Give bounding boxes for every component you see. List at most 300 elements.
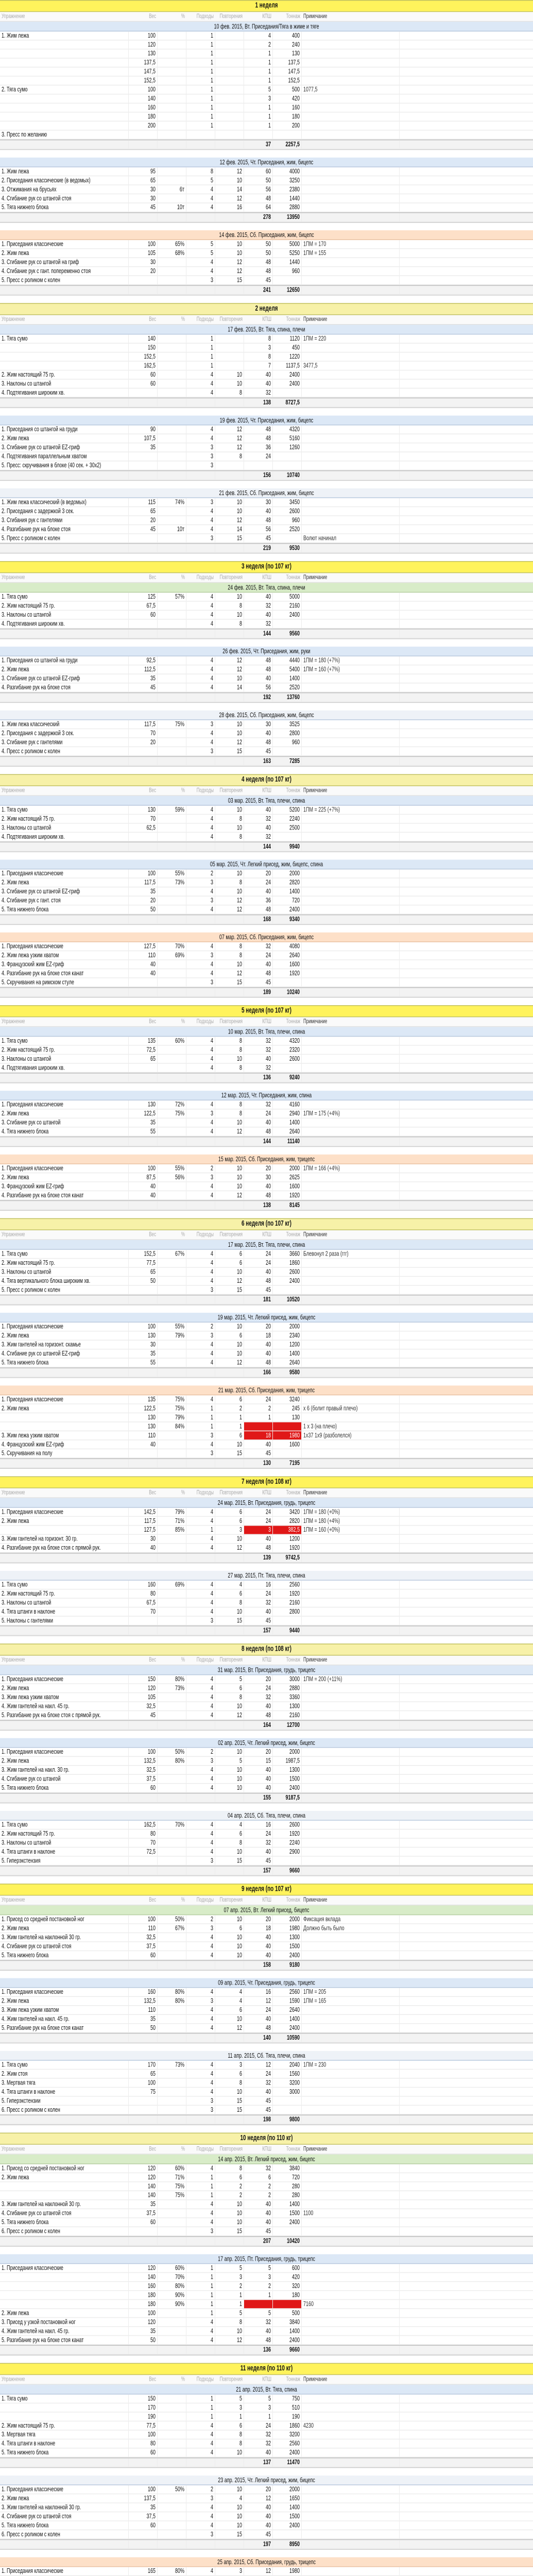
table-cell[interactable]: 280 — [273, 2182, 302, 2191]
total-cell[interactable] — [186, 2237, 215, 2245]
table-cell[interactable]: 10 — [215, 2485, 244, 2494]
table-cell[interactable]: 8 — [215, 2318, 244, 2326]
table-cell[interactable] — [158, 41, 186, 49]
table-cell[interactable] — [0, 2282, 129, 2290]
total-cell[interactable] — [129, 1961, 158, 1969]
table-cell[interactable]: 50 — [244, 240, 273, 248]
total-cell[interactable] — [215, 1137, 244, 1145]
total-cell[interactable] — [0, 2033, 129, 2042]
total-cell[interactable] — [186, 757, 215, 765]
table-cell[interactable]: 32,5 — [129, 1933, 158, 1941]
table-cell[interactable] — [302, 2413, 400, 2421]
table-cell[interactable]: 8 — [215, 1100, 244, 1109]
table-cell[interactable]: 2880 — [273, 1684, 302, 1692]
table-cell[interactable]: 40 — [244, 1118, 273, 1127]
table-cell[interactable]: 4 — [186, 2006, 215, 2014]
table-cell[interactable] — [158, 620, 186, 628]
table-cell[interactable]: 1100 — [302, 2209, 400, 2217]
table-cell[interactable]: 147,5 — [129, 67, 158, 76]
table-cell[interactable]: 10 — [215, 380, 244, 388]
table-cell[interactable]: 2640 — [273, 951, 302, 959]
table-cell[interactable]: 1ПМ = 200 (+11%) — [302, 1675, 400, 1683]
table-cell[interactable]: 8 — [215, 2439, 244, 2448]
table-cell[interactable]: 3. Жим лежа узким хватом — [0, 2006, 129, 2014]
table-cell[interactable]: 15 — [215, 1857, 244, 1865]
table-cell[interactable]: 3. Сгибание рук с гантелями — [0, 738, 129, 747]
table-cell[interactable]: 60 — [129, 380, 158, 388]
table-cell[interactable]: 150 — [129, 2395, 158, 2403]
table-cell[interactable] — [302, 1323, 400, 1331]
total-cell[interactable] — [302, 1626, 400, 1635]
table-cell[interactable]: 32 — [244, 2439, 273, 2448]
table-cell[interactable]: 1 — [186, 1413, 215, 1421]
table-cell[interactable]: 48 — [244, 656, 273, 665]
table-cell[interactable]: 1. Приседания классические — [0, 2567, 129, 2575]
table-cell[interactable]: 6 — [215, 2006, 244, 2014]
table-cell[interactable]: 20 — [244, 1748, 273, 1756]
table-cell[interactable] — [158, 2439, 186, 2448]
table-cell[interactable] — [302, 2006, 400, 2014]
table-cell[interactable]: 48 — [244, 194, 273, 202]
table-cell[interactable]: 30 — [244, 498, 273, 506]
table-cell[interactable]: 80% — [158, 2567, 186, 2575]
total-cell[interactable] — [0, 1201, 129, 1209]
total-cell[interactable] — [129, 471, 158, 479]
table-cell[interactable]: 75% — [158, 1109, 186, 1117]
table-cell[interactable]: 4 — [186, 1341, 215, 1349]
table-cell[interactable]: 35 — [129, 1118, 158, 1127]
total-cell[interactable] — [215, 1961, 244, 1969]
table-cell[interactable]: 1980 — [273, 1431, 302, 1439]
table-cell[interactable] — [273, 461, 302, 469]
table-cell[interactable]: 130 — [129, 1422, 158, 1431]
table-cell[interactable]: 2400 — [273, 2218, 302, 2227]
table-cell[interactable]: 32 — [244, 1693, 273, 1701]
total-cell[interactable] — [186, 1793, 215, 1802]
table-cell[interactable] — [0, 362, 129, 370]
table-cell[interactable] — [302, 77, 400, 85]
table-cell[interactable]: 8 — [215, 1109, 244, 1117]
table-cell[interactable]: 1. Приседания классические — [0, 942, 129, 951]
total-cell[interactable]: 8145 — [273, 1201, 302, 1209]
table-cell[interactable] — [302, 2182, 400, 2191]
table-cell[interactable]: 1ПМ = 180 (+7%) — [302, 656, 400, 665]
table-cell[interactable] — [158, 1535, 186, 1543]
table-cell[interactable]: 1200 — [273, 1535, 302, 1543]
table-cell[interactable]: 4 — [186, 2200, 215, 2209]
table-cell[interactable]: 14 — [215, 185, 244, 194]
total-cell[interactable] — [186, 915, 215, 923]
total-cell[interactable] — [186, 1961, 215, 1969]
table-cell[interactable]: 79% — [158, 1331, 186, 1340]
table-cell[interactable]: 5400 — [273, 666, 302, 674]
table-cell[interactable]: 10 — [215, 2327, 244, 2335]
total-cell[interactable]: 130 — [244, 1459, 273, 1467]
table-cell[interactable]: 12 — [215, 1359, 244, 1367]
table-cell[interactable]: 4. Тяга нижнего блока — [0, 1127, 129, 1136]
total-cell[interactable] — [129, 1074, 158, 1082]
table-cell[interactable] — [302, 1766, 400, 1774]
table-cell[interactable]: 40 — [244, 2521, 273, 2530]
table-cell[interactable]: 10 — [215, 1933, 244, 1941]
table-cell[interactable]: 3 — [186, 276, 215, 284]
table-cell[interactable]: 1920 — [273, 1544, 302, 1552]
table-cell[interactable]: 1 — [186, 334, 215, 343]
table-cell[interactable] — [0, 2291, 129, 2299]
table-cell[interactable]: 50 — [129, 2024, 158, 2032]
table-cell[interactable]: 2800 — [273, 1607, 302, 1616]
table-cell[interactable]: 3 — [244, 2403, 273, 2412]
table-cell[interactable]: 160 — [273, 104, 302, 112]
table-cell[interactable]: 40 — [244, 1942, 273, 1951]
table-cell[interactable]: 1300 — [273, 1766, 302, 1774]
total-cell[interactable]: 9530 — [273, 544, 302, 552]
table-cell[interactable]: 2240 — [273, 815, 302, 823]
table-cell[interactable]: 70% — [158, 942, 186, 951]
table-cell[interactable]: 240 — [273, 41, 302, 49]
table-cell[interactable]: 1ПМ = 225 (+7%) — [302, 806, 400, 814]
table-cell[interactable]: 4 — [186, 1118, 215, 1127]
table-cell[interactable] — [158, 194, 186, 202]
table-cell[interactable]: 15 — [244, 1757, 273, 1765]
table-cell[interactable]: 10 — [215, 370, 244, 379]
table-cell[interactable]: 5000 — [273, 592, 302, 601]
table-cell[interactable]: 100 — [129, 1915, 158, 1923]
table-cell[interactable]: 2040 — [273, 2061, 302, 2069]
total-cell[interactable] — [158, 757, 186, 765]
table-cell[interactable]: 1220 — [273, 352, 302, 361]
table-cell[interactable]: 5. Тяга нижнего блока — [0, 1951, 129, 1959]
total-cell[interactable]: 10420 — [273, 2237, 302, 2245]
table-cell[interactable]: 2 — [186, 1164, 215, 1173]
table-cell[interactable] — [302, 2336, 400, 2344]
table-cell[interactable]: 130 — [129, 1100, 158, 1109]
table-cell[interactable]: 100 — [129, 1323, 158, 1331]
table-cell[interactable]: 48 — [244, 2336, 273, 2344]
table-cell[interactable]: 10 — [215, 1173, 244, 1181]
table-cell[interactable]: 32,5 — [129, 1702, 158, 1710]
table-cell[interactable]: 190 — [273, 2413, 302, 2421]
table-cell[interactable] — [302, 498, 400, 506]
table-cell[interactable]: 75% — [158, 1395, 186, 1403]
table-cell[interactable]: 2 — [244, 2191, 273, 2199]
table-cell[interactable]: 2. Жим лежа — [0, 2173, 129, 2181]
table-cell[interactable]: 60 — [129, 2521, 158, 2530]
table-cell[interactable]: 4 — [186, 1775, 215, 1783]
table-cell[interactable]: 4 — [186, 960, 215, 969]
total-cell[interactable] — [302, 213, 400, 222]
table-cell[interactable]: 1400 — [273, 2503, 302, 2512]
table-cell[interactable]: 2. Жим лежа — [0, 1684, 129, 1692]
table-cell[interactable]: 32 — [244, 1046, 273, 1054]
table-cell[interactable] — [302, 31, 400, 40]
table-cell[interactable]: 8 — [244, 352, 273, 361]
table-cell[interactable]: 72,5 — [129, 1848, 158, 1856]
table-cell[interactable]: 2640 — [273, 2006, 302, 2014]
table-cell[interactable]: 30 — [129, 194, 158, 202]
total-cell[interactable]: 2257,5 — [273, 140, 302, 148]
total-cell[interactable] — [0, 1459, 129, 1467]
table-cell[interactable]: 60 — [129, 1784, 158, 1792]
table-cell[interactable]: 1650 — [273, 2494, 302, 2502]
table-cell[interactable]: 10 — [215, 1784, 244, 1792]
table-cell[interactable]: 2400 — [273, 1784, 302, 1792]
table-cell[interactable]: 10 — [215, 240, 244, 248]
table-cell[interactable]: 79% — [158, 1413, 186, 1421]
table-cell[interactable]: 12 — [215, 267, 244, 275]
table-cell[interactable] — [302, 1277, 400, 1285]
table-cell[interactable]: 10 — [215, 1164, 244, 1173]
table-cell[interactable] — [158, 1277, 186, 1285]
table-cell[interactable]: 1. Приседания классические — [0, 1748, 129, 1756]
table-cell[interactable]: 1. Тяга сумо — [0, 2061, 129, 2069]
table-cell[interactable]: 15 — [215, 2097, 244, 2105]
table-cell[interactable]: 3 — [215, 2403, 244, 2412]
table-cell[interactable]: 16 — [215, 204, 244, 212]
table-cell[interactable] — [302, 1607, 400, 1616]
table-cell[interactable] — [215, 334, 244, 343]
table-cell[interactable]: 1860 — [273, 2421, 302, 2430]
table-cell[interactable]: 12 — [215, 258, 244, 266]
table-cell[interactable] — [129, 276, 158, 284]
table-cell[interactable]: 12 — [215, 1711, 244, 1719]
table-cell[interactable]: 3. Наклоны со штангой — [0, 1268, 129, 1276]
table-cell[interactable]: 1 — [186, 31, 215, 40]
table-cell[interactable]: 2000 — [273, 2485, 302, 2494]
table-cell[interactable]: 1920 — [273, 969, 302, 977]
total-cell[interactable] — [158, 1626, 186, 1635]
table-cell[interactable]: 10 — [215, 2200, 244, 2209]
table-cell[interactable] — [273, 978, 302, 987]
table-cell[interactable]: 2160 — [273, 602, 302, 610]
table-cell[interactable]: 2 — [186, 1748, 215, 1756]
table-cell[interactable]: 6 — [215, 1508, 244, 1516]
table-cell[interactable] — [129, 2227, 158, 2235]
table-cell[interactable] — [302, 2530, 400, 2538]
table-cell[interactable]: 20 — [129, 738, 158, 747]
table-cell[interactable] — [302, 426, 400, 434]
total-cell[interactable] — [186, 1137, 215, 1145]
table-cell[interactable]: 4 — [186, 434, 215, 443]
table-cell[interactable]: 12 — [215, 444, 244, 452]
table-cell[interactable]: 4160 — [273, 1100, 302, 1109]
table-cell[interactable] — [302, 2521, 400, 2530]
table-cell[interactable] — [302, 2200, 400, 2209]
table-cell[interactable]: 100 — [129, 86, 158, 94]
table-cell[interactable]: 1300 — [273, 1702, 302, 1710]
table-cell[interactable] — [302, 2227, 400, 2235]
table-cell[interactable]: 8 — [215, 942, 244, 951]
table-cell[interactable]: 1ПМ = 160 (+0%) — [302, 1526, 400, 1534]
table-cell[interactable]: 3 — [186, 2494, 215, 2502]
table-cell[interactable] — [158, 2530, 186, 2538]
table-cell[interactable]: 1920 — [273, 1829, 302, 1838]
total-cell[interactable] — [158, 2540, 186, 2548]
total-cell[interactable]: 144 — [244, 630, 273, 638]
table-cell[interactable] — [302, 942, 400, 951]
table-cell[interactable]: 72,5 — [129, 1046, 158, 1054]
table-cell[interactable]: 1 — [244, 122, 273, 130]
table-cell[interactable]: 3. Жим гантелей на горизонт. 30 гр. — [0, 1535, 129, 1543]
table-cell[interactable] — [158, 978, 186, 987]
total-cell[interactable] — [186, 471, 215, 479]
total-cell[interactable] — [158, 2033, 186, 2042]
table-cell[interactable]: 4. Пресс с роликом с колен — [0, 747, 129, 755]
table-cell[interactable] — [158, 2494, 186, 2502]
table-cell[interactable]: 2. Жим лежа — [0, 2494, 129, 2502]
total-cell[interactable] — [302, 915, 400, 923]
total-cell[interactable] — [0, 471, 129, 479]
table-cell[interactable] — [158, 1942, 186, 1951]
table-cell[interactable] — [302, 2282, 400, 2290]
total-cell[interactable]: 10590 — [273, 2033, 302, 2042]
table-cell[interactable] — [158, 434, 186, 443]
table-cell[interactable]: 15 — [215, 747, 244, 755]
table-cell[interactable]: 135 — [129, 1037, 158, 1045]
table-cell[interactable]: 59% — [158, 806, 186, 814]
table-cell[interactable]: 2. Жим лежа — [0, 1517, 129, 1525]
table-cell[interactable]: 3660 — [273, 1250, 302, 1258]
total-cell[interactable] — [302, 842, 400, 851]
table-cell[interactable]: 4 — [186, 2164, 215, 2173]
table-cell[interactable]: 8 — [186, 167, 215, 176]
table-cell[interactable]: 32 — [244, 2079, 273, 2087]
table-cell[interactable]: 4 — [186, 2421, 215, 2430]
table-cell[interactable]: 4. Разгибание рук на блоке стоя — [0, 525, 129, 533]
total-cell[interactable] — [215, 1459, 244, 1467]
table-cell[interactable]: 1 — [186, 2282, 215, 2290]
table-cell[interactable]: 2400 — [273, 2449, 302, 2457]
table-cell[interactable]: 5. Тяга нижнего блока — [0, 2218, 129, 2227]
total-cell[interactable] — [215, 1867, 244, 1875]
table-cell[interactable]: 2560 — [273, 2439, 302, 2448]
table-cell[interactable]: 1300 — [273, 1933, 302, 1941]
table-cell[interactable]: 18 — [244, 1924, 273, 1933]
table-cell[interactable] — [302, 1331, 400, 1340]
total-cell[interactable] — [0, 988, 129, 996]
table-cell[interactable]: Фиксация вклада — [302, 1915, 400, 1923]
total-cell[interactable] — [215, 2540, 244, 2548]
table-cell[interactable]: 4 — [186, 1517, 215, 1525]
table-cell[interactable]: 30 — [129, 1535, 158, 1543]
total-cell[interactable] — [0, 630, 129, 638]
table-cell[interactable]: 8 — [215, 1599, 244, 1607]
total-cell[interactable] — [186, 630, 215, 638]
table-cell[interactable] — [302, 2449, 400, 2457]
table-cell[interactable]: 69% — [158, 1581, 186, 1589]
table-cell[interactable]: 4 — [186, 1268, 215, 1276]
total-cell[interactable]: 9340 — [273, 915, 302, 923]
table-cell[interactable]: 75% — [158, 2191, 186, 2199]
table-cell[interactable] — [0, 2413, 129, 2421]
total-cell[interactable]: 9580 — [273, 1368, 302, 1377]
table-cell[interactable]: 12 — [215, 969, 244, 977]
table-cell[interactable]: 4 — [186, 1544, 215, 1552]
table-cell[interactable]: 1. Жим лежа классический — [0, 720, 129, 728]
table-cell[interactable]: 4 — [186, 1784, 215, 1792]
table-cell[interactable] — [302, 824, 400, 832]
table-cell[interactable] — [273, 2106, 302, 2114]
table-cell[interactable] — [0, 112, 129, 121]
table-cell[interactable] — [129, 2106, 158, 2114]
table-cell[interactable] — [158, 94, 186, 103]
table-cell[interactable]: 2. Жим стоя — [0, 2070, 129, 2078]
table-cell[interactable] — [302, 516, 400, 524]
table-cell[interactable]: 130 — [273, 1413, 302, 1421]
table-cell[interactable]: 18 — [244, 1331, 273, 1340]
table-cell[interactable]: 4. Разгибание рук на блоке стоя канат — [0, 969, 129, 977]
table-cell[interactable]: 64 — [244, 204, 273, 212]
table-cell[interactable]: 55% — [158, 870, 186, 878]
table-cell[interactable] — [302, 2403, 400, 2412]
table-cell[interactable]: 3 — [186, 1331, 215, 1340]
total-cell[interactable] — [186, 1721, 215, 1729]
table-cell[interactable]: 4 — [186, 666, 215, 674]
table-cell[interactable]: 4 — [186, 592, 215, 601]
table-cell[interactable]: 24 — [244, 1259, 273, 1267]
table-cell[interactable]: 1 — [186, 2173, 215, 2181]
table-cell[interactable] — [302, 1599, 400, 1607]
table-cell[interactable]: 37,5 — [129, 2209, 158, 2217]
table-cell[interactable] — [158, 1702, 186, 1710]
total-cell[interactable] — [215, 398, 244, 406]
table-cell[interactable]: 4 — [186, 1508, 215, 1516]
table-cell[interactable]: 2. Приседания с задержкой 3 сек. — [0, 507, 129, 515]
table-cell[interactable]: 80 — [129, 1589, 158, 1598]
total-cell[interactable] — [129, 2540, 158, 2548]
table-cell[interactable]: 1400 — [273, 1349, 302, 1358]
table-cell[interactable] — [158, 824, 186, 832]
table-cell[interactable]: 8 — [215, 951, 244, 959]
table-cell[interactable]: 5160 — [273, 434, 302, 443]
table-cell[interactable]: 40 — [244, 2503, 273, 2512]
table-cell[interactable] — [302, 2079, 400, 2087]
table-cell[interactable] — [215, 352, 244, 361]
table-cell[interactable]: 15 — [215, 1449, 244, 1458]
table-cell[interactable]: 110 — [129, 2006, 158, 2014]
table-cell[interactable] — [158, 2336, 186, 2344]
total-cell[interactable] — [0, 1553, 129, 1562]
table-cell[interactable] — [158, 1191, 186, 1199]
table-cell[interactable]: 2380 — [273, 185, 302, 194]
table-cell[interactable]: 3. Мертвая тяга — [0, 2079, 129, 2087]
table-cell[interactable]: 8 — [215, 833, 244, 841]
total-cell[interactable]: 138 — [244, 398, 273, 406]
table-cell[interactable]: 48 — [244, 969, 273, 977]
table-cell[interactable]: 2500 — [273, 824, 302, 832]
table-cell[interactable] — [0, 1526, 129, 1534]
table-cell[interactable]: 10 — [215, 1951, 244, 1959]
table-cell[interactable]: 2 — [186, 870, 215, 878]
table-cell[interactable]: 4 — [186, 2327, 215, 2335]
table-cell[interactable] — [158, 362, 186, 370]
total-cell[interactable] — [158, 213, 186, 222]
table-cell[interactable]: 1. Тяга сумо — [0, 592, 129, 601]
table-cell[interactable]: 79% — [158, 1508, 186, 1516]
table-cell[interactable]: 48 — [244, 258, 273, 266]
table-cell[interactable]: 200 — [273, 122, 302, 130]
table-cell[interactable] — [273, 833, 302, 841]
table-cell[interactable]: 2160 — [273, 1599, 302, 1607]
table-cell[interactable]: 14 — [215, 683, 244, 691]
table-cell[interactable] — [302, 1544, 400, 1552]
table-cell[interactable] — [129, 1064, 158, 1072]
table-cell[interactable]: 2. Жим настоящий 75 гр. — [0, 815, 129, 823]
table-cell[interactable]: 40 — [244, 806, 273, 814]
table-cell[interactable]: 4 — [186, 2521, 215, 2530]
total-cell[interactable] — [129, 544, 158, 552]
table-cell[interactable] — [302, 452, 400, 461]
